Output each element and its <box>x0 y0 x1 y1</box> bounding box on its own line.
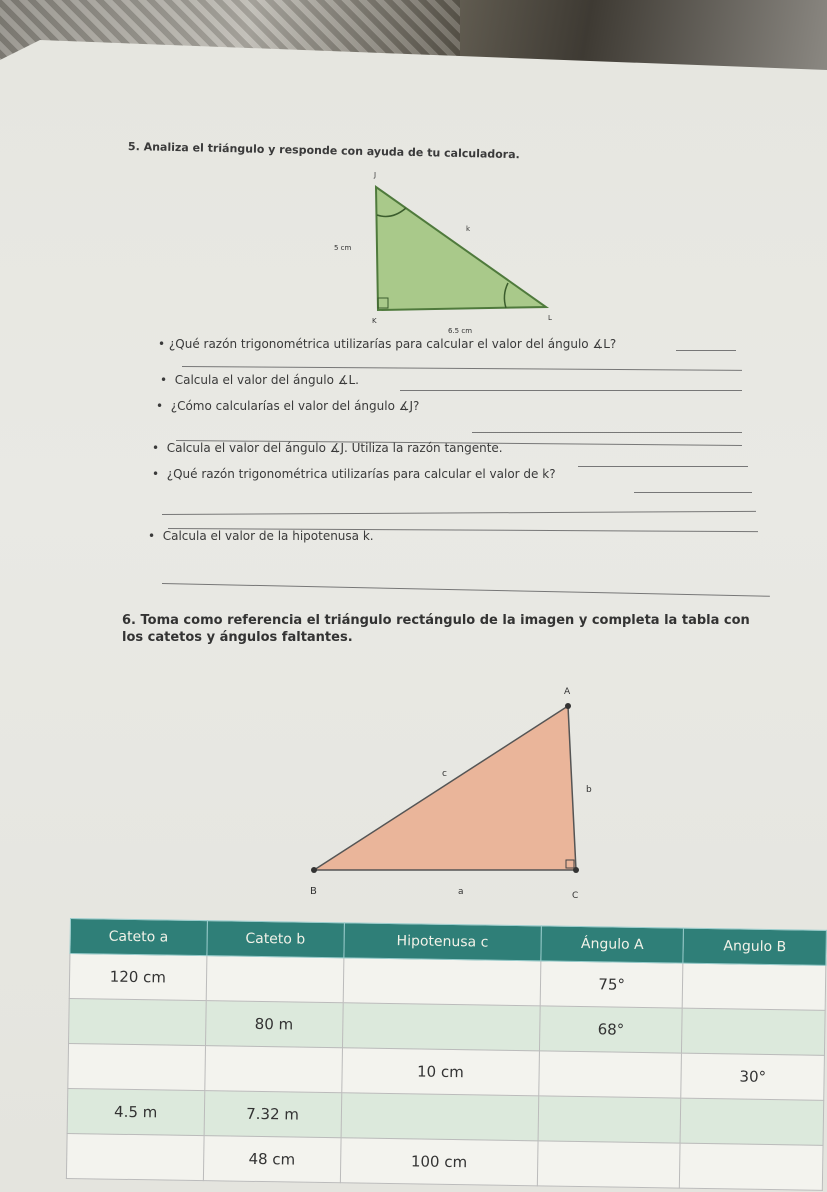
vertex-j: J <box>374 171 377 179</box>
table-cell[interactable] <box>204 1046 342 1093</box>
table-cell[interactable]: 10 cm <box>342 1048 540 1096</box>
table-cell[interactable] <box>680 1143 823 1190</box>
question-6-text: Calcula el valor de la hipotenusa k. <box>162 529 374 543</box>
vertex-a-label: A <box>564 687 571 697</box>
triangle-abc <box>314 706 576 870</box>
header-angulo-a: Ángulo A <box>541 926 684 963</box>
vertex-b-dot <box>311 867 317 873</box>
exercise6-heading <box>122 612 750 646</box>
table-cell[interactable] <box>341 1093 539 1141</box>
table-cell[interactable] <box>206 956 344 1003</box>
table-cell[interactable]: 4.5 m <box>67 1088 204 1135</box>
vertex-l: L <box>548 314 552 322</box>
vertex-k: K <box>372 317 377 325</box>
table-cell[interactable] <box>537 1141 680 1188</box>
question-5: • ¿Qué razón trigonométrica utilizarías para calcular el valor de k? <box>152 467 556 481</box>
table-cell[interactable] <box>538 1096 681 1143</box>
answer-line-2 <box>400 390 742 391</box>
side-jk-label: 5 cm <box>334 244 352 252</box>
question-4-text: Calcula el valor del ángulo ∡J. Utiliza la razón tangente. <box>166 441 503 455</box>
header-hipotenusa-c: Hipotenusa c <box>344 923 542 961</box>
table-cell[interactable]: 80 m <box>205 1001 343 1048</box>
question-1-text: ¿Qué razón trigonométrica utilizarías para calcular el valor del ángulo ∡L? <box>168 337 617 351</box>
answer-line-5a <box>634 492 752 493</box>
question-5-text: ¿Qué razón trigonométrica utilizarías para calcular el valor de k? <box>166 467 556 481</box>
question-6: • Calcula el valor de la hipotenusa k. <box>148 529 374 543</box>
table-cell[interactable] <box>683 963 826 1010</box>
triangle-abc-figure <box>296 680 616 905</box>
question-1: • ¿Qué razón trigonométrica utilizarías para calcular el valor del ángulo ∡L? <box>158 337 617 351</box>
table-cell[interactable]: 100 cm <box>340 1138 538 1186</box>
side-kl-label: 6.5 cm <box>448 327 473 335</box>
exercise6-table <box>66 918 827 1191</box>
table-cell[interactable] <box>66 1133 203 1180</box>
table-cell[interactable] <box>539 1051 682 1098</box>
side-b-label: b <box>586 785 592 795</box>
table-cell[interactable] <box>682 1008 825 1055</box>
hyp-label-k: k <box>466 225 471 233</box>
table-cell[interactable]: 75° <box>540 961 683 1008</box>
answer-line-4 <box>578 466 748 467</box>
question-3: • ¿Cómo calcularías el valor del ángulo ∡J? <box>156 399 420 413</box>
table-cell[interactable]: 120 cm <box>69 954 206 1001</box>
triangle-jkl-figure <box>320 165 560 340</box>
answer-line-3a <box>472 432 742 433</box>
header-cateto-b: Cateto b <box>206 921 344 958</box>
vertex-a-dot <box>565 703 571 709</box>
vertex-b-label: B <box>310 886 317 897</box>
table-cell[interactable]: 68° <box>539 1006 682 1053</box>
exercise6-heading-line1: 6. Toma como referencia el triángulo rectángulo de la imagen y completa la tabla con <box>122 613 750 628</box>
header-angulo-b: Angulo B <box>683 928 826 965</box>
table-cell[interactable] <box>343 958 541 1006</box>
table-cell[interactable] <box>69 998 206 1045</box>
header-cateto-a: Cateto a <box>70 919 207 956</box>
question-3-text: ¿Cómo calcularías el valor del ángulo ∡J? <box>170 399 420 413</box>
exercise5-heading: 5. Analiza el triángulo y responde con ayuda de tu calculadora. <box>127 140 520 162</box>
exercise6-heading-line2: los catetos y ángulos faltantes. <box>122 630 353 645</box>
side-c-label: c <box>442 769 447 779</box>
table-cell[interactable]: 30° <box>681 1053 824 1100</box>
table-cell[interactable] <box>680 1098 823 1145</box>
table-cell[interactable] <box>342 1003 540 1051</box>
question-2: • Calcula el valor del ángulo ∡L. <box>160 373 359 387</box>
answer-line-1a <box>676 350 736 351</box>
table-cell[interactable]: 7.32 m <box>204 1091 342 1138</box>
vertex-c-label: C <box>572 891 579 901</box>
table-cell[interactable] <box>68 1043 205 1090</box>
table-cell[interactable]: 48 cm <box>203 1136 341 1183</box>
side-a-label: a <box>458 887 464 897</box>
triangle-jkl <box>376 187 546 310</box>
question-2-text: Calcula el valor del ángulo ∡L. <box>174 373 359 387</box>
question-4: • Calcula el valor del ángulo ∡J. Utiliza la razón tangente. <box>152 441 503 455</box>
